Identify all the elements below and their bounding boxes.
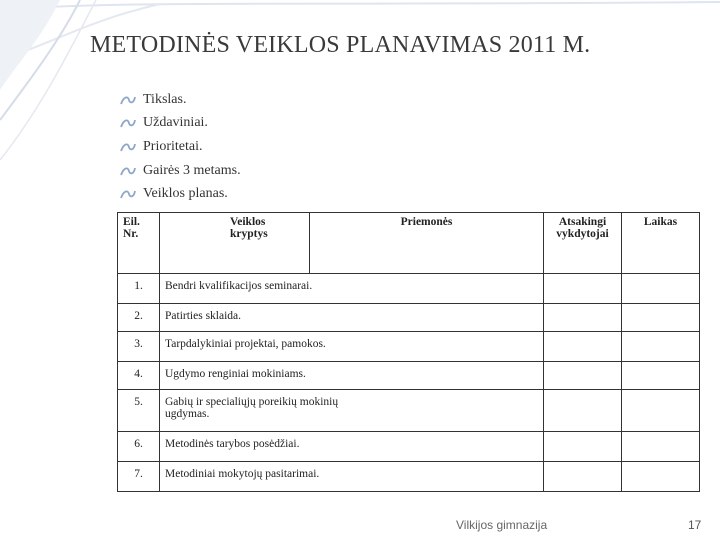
bullet-item — [120, 112, 241, 136]
header-nr: Eil. Nr. — [118, 213, 160, 274]
row-responsible — [544, 304, 622, 332]
row-activity: Ugdymo renginiai mokiniams. — [160, 362, 544, 390]
row-nr: 2. — [118, 304, 160, 332]
table-row — [118, 390, 700, 432]
table-row — [118, 432, 700, 462]
page-number: 17 — [688, 518, 702, 532]
bullet-icon — [120, 94, 136, 106]
bullet-list — [120, 88, 241, 206]
row-activity — [160, 390, 544, 432]
footer-school-name: Vilkijos gimnazija — [456, 518, 548, 532]
bullet-icon — [120, 188, 136, 200]
row-activity: Bendri kvalifikacijos seminarai. — [160, 274, 544, 304]
bullet-item — [120, 135, 241, 159]
row-activity: Patirties sklaida. — [160, 304, 544, 332]
row-responsible — [544, 432, 622, 462]
table-row — [118, 462, 700, 492]
bullet-icon — [120, 165, 136, 177]
bullet-label: Veiklos planas. — [143, 186, 228, 202]
row-activity: Metodiniai mokytojų pasitarimai. — [160, 462, 544, 492]
bullet-icon — [120, 141, 136, 153]
header-responsible: Atsakingi vykdytojai — [544, 213, 622, 274]
bullet-label: Uždaviniai. — [143, 115, 208, 131]
row-responsible — [544, 390, 622, 432]
slide-title: METODINĖS VEIKLOS PLANAVIMAS 2011 M. — [90, 32, 591, 58]
bullet-icon — [120, 117, 136, 129]
row-time — [622, 432, 700, 462]
table-header-row — [118, 213, 700, 274]
bullet-item — [120, 159, 241, 183]
row-time — [622, 332, 700, 362]
row-responsible — [544, 274, 622, 304]
row-activity-text: Gabių ir specialiųjų poreikių mokinių ugdymas. — [165, 396, 339, 420]
row-nr: 1. — [118, 274, 160, 304]
header-means: Priemonės — [310, 213, 544, 274]
bullet-label: Tikslas. — [143, 91, 187, 107]
row-responsible — [544, 362, 622, 390]
header-activity: Veiklos kryptys — [160, 213, 310, 274]
bullet-label: Prioritetai. — [143, 138, 203, 154]
bullet-item — [120, 88, 241, 112]
decorative-left-swoosh — [0, 0, 110, 540]
row-time — [622, 362, 700, 390]
row-responsible — [544, 462, 622, 492]
table-row — [118, 304, 700, 332]
table-row — [118, 362, 700, 390]
row-time — [622, 462, 700, 492]
table-row — [118, 274, 700, 304]
row-activity: Metodinės tarybos posėdžiai. — [160, 432, 544, 462]
row-nr: 6. — [118, 432, 160, 462]
table-row — [118, 332, 700, 362]
header-time: Laikas — [622, 213, 700, 274]
row-time — [622, 274, 700, 304]
row-nr: 4. — [118, 362, 160, 390]
row-nr: 5. — [118, 390, 160, 432]
row-nr: 3. — [118, 332, 160, 362]
row-nr: 7. — [118, 462, 160, 492]
bullet-item — [120, 182, 241, 206]
row-activity: Tarpdalykiniai projektai, pamokos. — [160, 332, 544, 362]
row-time — [622, 390, 700, 432]
activity-plan-table — [117, 212, 700, 492]
bullet-label: Gairės 3 metams. — [143, 162, 241, 178]
row-responsible — [544, 332, 622, 362]
row-time — [622, 304, 700, 332]
